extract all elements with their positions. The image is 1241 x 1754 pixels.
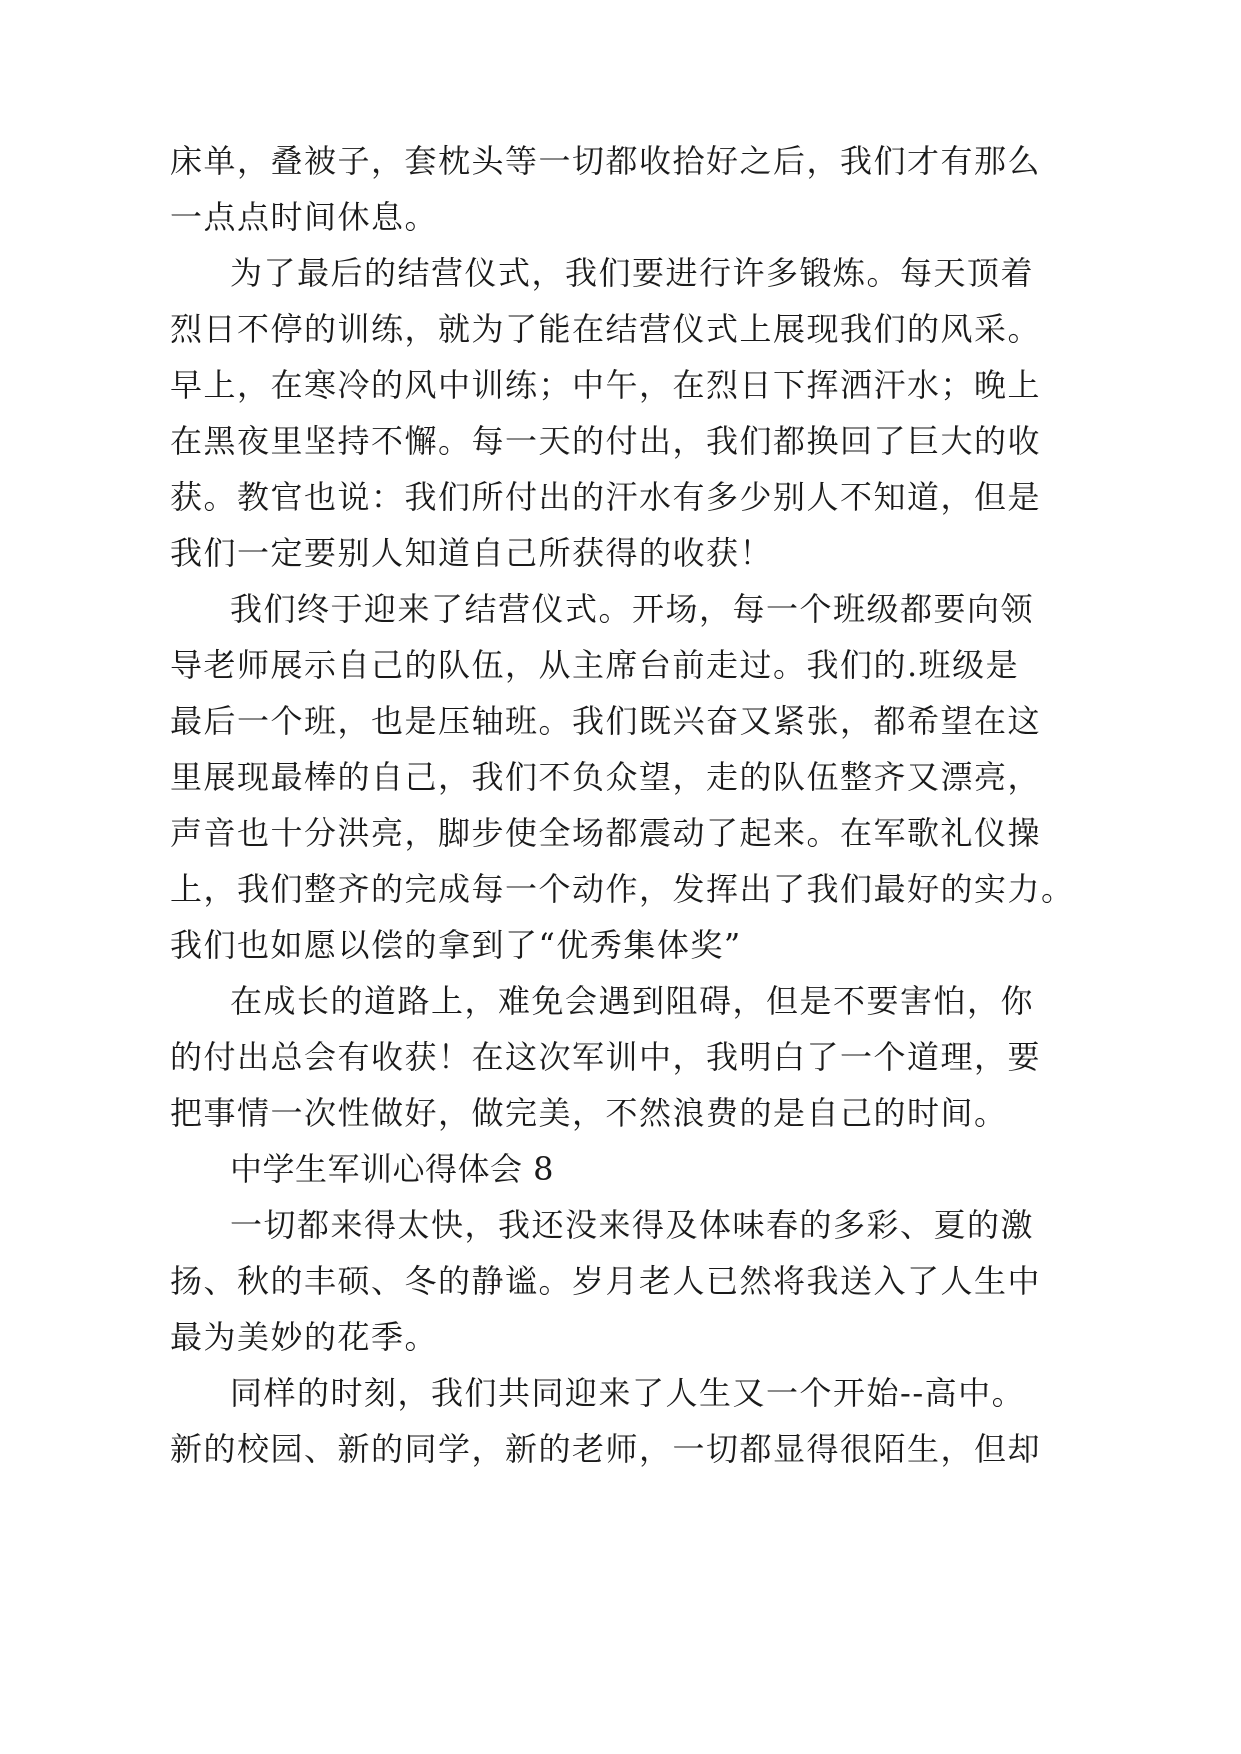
text-line: 最后一个班，也是压轴班。我们既兴奋又紧张，都希望在这 bbox=[170, 702, 1042, 740]
text-line: 新的校园、新的同学，新的老师，一切都显得很陌生，但却 bbox=[170, 1430, 1042, 1468]
text-line: 获。教官也说：我们所付出的汗水有多少别人不知道，但是 bbox=[170, 478, 1042, 516]
text-line: 一点点时间休息。 bbox=[170, 198, 439, 236]
text-line: 最为美妙的花季。 bbox=[170, 1318, 439, 1356]
text-line: 的付出总会有收获！在这次军训中，我明白了一个道理，要 bbox=[170, 1038, 1042, 1076]
text-line: 把事情一次性做好，做完美，不然浪费的是自己的时间。 bbox=[170, 1094, 1008, 1132]
text-line: 早上，在寒冷的风中训练；中午，在烈日下挥洒汗水；晚上 bbox=[170, 366, 1042, 404]
text-line: 导老师展示自己的队伍，从主席台前走过。我们的.班级是 bbox=[170, 646, 1020, 684]
text-line: 扬、秋的丰硕、冬的静谧。岁月老人已然将我送入了人生中 bbox=[170, 1262, 1042, 1300]
text-line: 我们也如愿以偿的拿到了“优秀集体奖” bbox=[170, 926, 742, 964]
paragraph-start-line: 为了最后的结营仪式，我们要进行许多锻炼。每天顶着 bbox=[230, 254, 1035, 292]
text-line: 烈日不停的训练，就为了能在结营仪式上展现我们的风采。 bbox=[170, 310, 1042, 348]
section-heading: 中学生军训心得体会 8 bbox=[230, 1150, 555, 1188]
text-line: 上，我们整齐的完成每一个动作，发挥出了我们最好的实力。 bbox=[170, 870, 1075, 908]
text-line: 在黑夜里坚持不懈。每一天的付出，我们都换回了巨大的收 bbox=[170, 422, 1042, 460]
text-line: 床单，叠被子，套枕头等一切都收拾好之后，我们才有那么 bbox=[170, 142, 1042, 180]
text-line: 声音也十分洪亮，脚步使全场都震动了起来。在军歌礼仪操 bbox=[170, 814, 1042, 852]
paragraph-start-line: 同样的时刻，我们共同迎来了人生又一个开始--高中。 bbox=[230, 1374, 1026, 1412]
text-line: 里展现最棒的自己，我们不负众望，走的队伍整齐又漂亮， bbox=[170, 758, 1042, 796]
paragraph-start-line: 一切都来得太快，我还没来得及体味春的多彩、夏的激 bbox=[230, 1206, 1035, 1244]
paragraph-start-line: 我们终于迎来了结营仪式。开场，每一个班级都要向领 bbox=[230, 590, 1035, 628]
text-line: 我们一定要别人知道自己所获得的收获！ bbox=[170, 534, 774, 572]
paragraph-start-line: 在成长的道路上，难免会遇到阻碍，但是不要害怕，你 bbox=[230, 982, 1035, 1020]
